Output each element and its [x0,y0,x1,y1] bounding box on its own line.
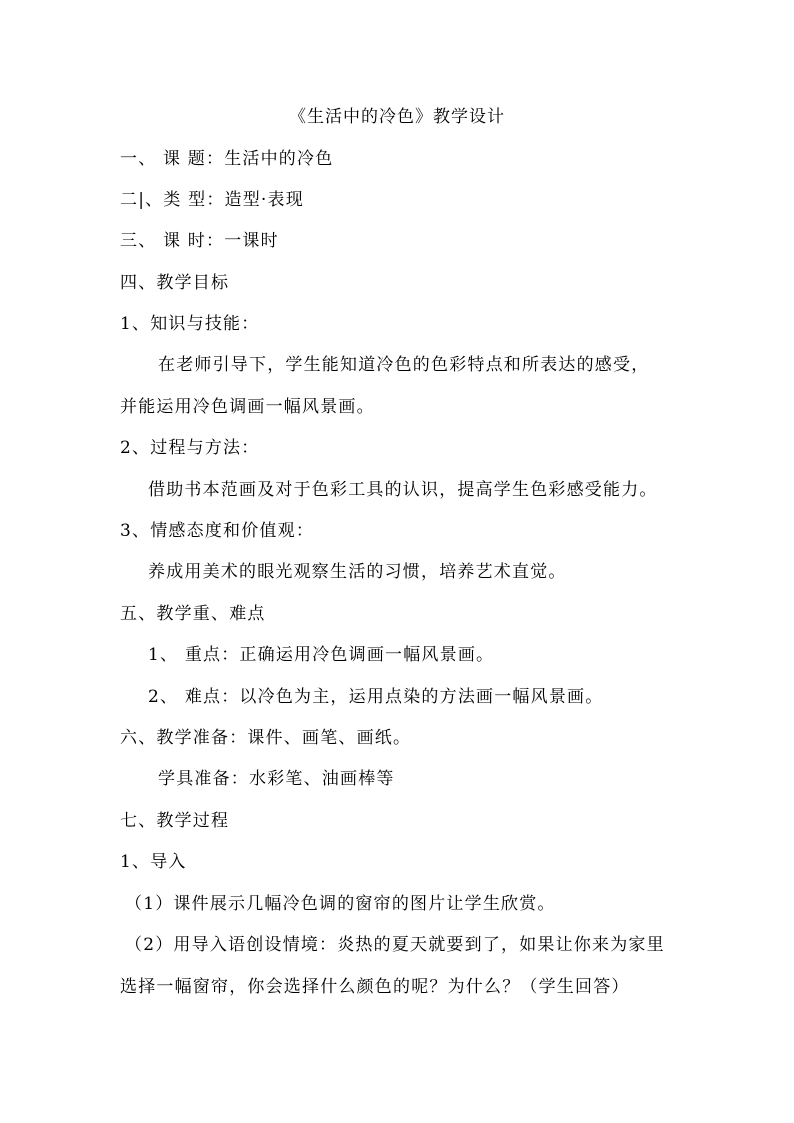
section-heading-key-points: 五、教学重、难点 [120,604,266,624]
difficult-point-line: 2、 难点：以冷色为主，运用点染的方法画一幅风景画。 [148,687,604,707]
course-hours-line: 三、 课 时：一课时 [120,231,279,251]
student-materials-line: 学具准备：水彩笔、油画棒等 [158,769,395,789]
section-heading-preparation: 六、教学准备：课件、画笔、画纸。 [120,728,412,748]
paragraph-line: 选择一幅窗帘，你会选择什么颜色的呢？为什么？（学生回答） [120,977,630,997]
subheading-introduction: 1、导入 [120,852,187,872]
section-heading-process: 七、教学过程 [120,811,230,831]
subheading-emotion-values: 3、情感态度和价值观： [120,521,315,541]
process-step-line: （2）用导入语创设情境：炎热的夏天就要到了，如果让你来为家里 [125,935,665,955]
paragraph-line: 并能运用冷色调画一幅风景画。 [120,397,375,417]
process-step-line: （1）课件展示几幅冷色调的窗帘的图片让学生欣赏。 [125,894,556,914]
paragraph-line: 养成用美术的眼光观察生活的习惯，培养艺术直觉。 [148,562,567,582]
subheading-process-methods: 2、过程与方法： [120,438,260,458]
section-heading-objectives: 四、教学目标 [120,273,230,293]
subheading-knowledge-skills: 1、知识与技能： [120,314,260,334]
key-point-line: 1、 重点：正确运用冷色调画一幅风景画。 [148,645,495,665]
course-title-line: 一、 课 题：生活中的冷色 [120,149,334,169]
document-title: 《生活中的冷色》教学设计 [289,107,505,127]
course-type-line: 二|、类 型：造型·表现 [120,190,304,210]
paragraph-line: 在老师引导下，学生能知道冷色的色彩特点和所表达的感受， [158,355,650,375]
paragraph-line: 借助书本范画及对于色彩工具的认识，提高学生色彩感受能力。 [148,480,658,500]
